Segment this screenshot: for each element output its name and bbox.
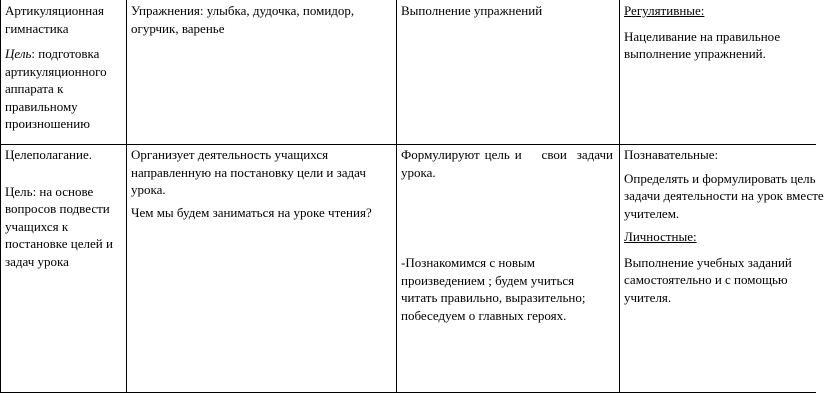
table-border-col4 (619, 0, 620, 393)
uud-heading-personal: Личностные: (624, 229, 697, 244)
table-row-divider (0, 144, 816, 145)
teacher-activity: Упражнения: улыбка, дудочка, помидор, огурчик, варенье (131, 3, 355, 36)
goal-label: Цель (5, 46, 32, 61)
teacher-activity: Организует деятельность учащихся направленную на постановку цели и задач урока. (131, 147, 366, 197)
stage-goal (5, 45, 123, 133)
stage-goal: Цель: на основе вопросов подвести учащихся к постановке целей и задач урока (5, 183, 113, 269)
teacher-question: Чем мы будем заниматься на уроке чтения? (131, 204, 372, 220)
stage-title: Целеполагание. (5, 147, 92, 162)
table-cell-r1-c3 (401, 2, 616, 142)
uud-text-personal: Выполнение учебных заданий самостоятельно и с помощью учителя. (624, 254, 792, 305)
uud-heading-cognitive: Познавательные: (624, 147, 719, 162)
table-border-col3 (396, 0, 397, 393)
table-cell-r1-c4 (624, 2, 816, 142)
stage-title: Артикуляционная гимнастика (5, 3, 104, 36)
table-border-bottom (0, 392, 816, 393)
student-answer: -Познакомимся с новым произведением ; будем учиться читать правильно, выразительно; побеседуем о главных героях. (401, 255, 586, 323)
table-cell-r2-c2 (131, 146, 393, 390)
table-cell-r2-c3 (401, 146, 617, 390)
table-cell-r1-c2 (131, 2, 393, 142)
table-border-col2 (126, 0, 127, 393)
table-cell-r2-c4 (624, 146, 824, 390)
uud-text-cognitive-line3: учителем. (624, 205, 680, 221)
uud-heading-regulative: Регулятивные: (624, 3, 705, 18)
table-border-left (0, 0, 1, 393)
table-cell-r2-c1 (5, 146, 123, 390)
uud-text-cognitive-line2: задачи деятельности на урок вместе (624, 188, 824, 203)
table-cell-r1-c1 (5, 2, 123, 142)
goal-text: : подготовка артикуляционного аппарата к правильному произношению (5, 46, 107, 131)
uud-text-regulative: Нацеливание на правильное выполнение упражнений. (624, 28, 781, 61)
student-activity: Формулируют цель и свои задачи урока. (401, 147, 617, 180)
uud-text-cognitive-line1: Определять и формулировать цель (624, 170, 816, 186)
student-activity: Выполнение упражнений (401, 3, 543, 18)
